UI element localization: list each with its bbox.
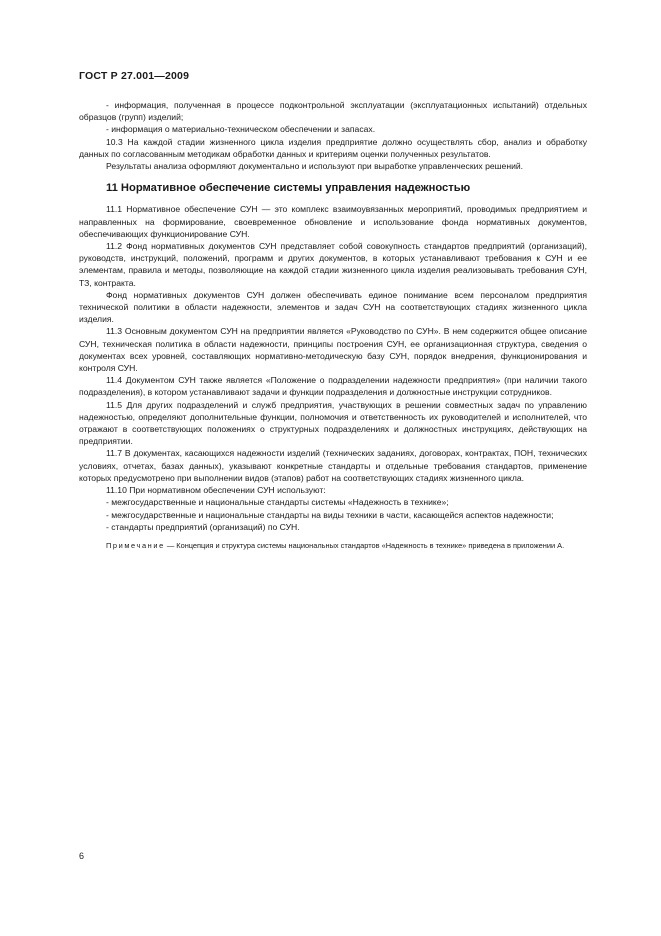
note-label: Примечание: [106, 540, 165, 550]
paragraph: 11.2 Фонд нормативных документов СУН представляет собой совокупность стандартов предприятий (организаций), руководств, инструкций, положений, программ и других документов, в которых устанавливают требования к СУН и ее элементам, правила и методы, позволяющие на каждой стадии жизненного цикла изделия реализовывать требования СУН, ТЗ, контракта.: [79, 241, 587, 288]
page-number: 6: [79, 851, 85, 861]
section-title: 11 Нормативное обеспечение системы управления надежностью: [106, 182, 471, 195]
list-item: - межгосударственные и национальные стандарты на виды техники в части, касающейся аспектов надежности;: [106, 509, 554, 520]
note-text: — Концепция и структура системы национальных стандартов «Надежность в технике» приведена в приложении А.: [166, 540, 565, 550]
paragraph: - информация, полученная в процессе подконтрольной эксплуатации (эксплуатационных испытаний) отдельных образцов (групп) изделий;: [79, 100, 587, 123]
paragraph: Фонд нормативных документов СУН должен обеспечивать единое понимание всем персоналом предприятия технической политики в области надежности, элементов и задач СУН на соответствующих стадиях жизненного цикла изделия.: [79, 289, 587, 325]
paragraph: 10.3 На каждой стадии жизненного цикла изделия предприятие должно осуществлять сбор, анализ и обработку данных по согласованным методикам обработки данных и критериям оценки полученных результатов.: [79, 136, 587, 159]
document-header: ГОСТ Р 27.001—2009: [79, 70, 190, 82]
paragraph: Результаты анализа оформляют документально и используют при выработке управленческих решений.: [106, 161, 524, 172]
paragraph: - информация о материально-техническом обеспечении и запасах.: [106, 124, 376, 135]
note: [79, 541, 587, 552]
paragraph: 11.4 Документом СУН также является «Положение о подразделении надежности предприятия» (при наличии такого подразделения), в котором устанавливают задачи и функции подразделения и должностные инструкции сотрудников.: [79, 375, 587, 398]
paragraph: 11.1 Нормативное обеспечение СУН — это комплекс взаимоувязанных мероприятий, проводимых предприятием и направленных на формирование, своевременное обновление и использование фонда нормативных документов, обеспечивающих функционирование СУН.: [79, 204, 587, 239]
paragraph: 11.5 Для других подразделений и служб предприятия, участвующих в решении совместных задач по управлению надежностью, определяют дополнительные функции, полномочия и ответственность их руководителей и исполнителей, что отражают в соответствующих положениях о структурных подразделениях и должностных инструкциях, действующих на предприятии.: [79, 399, 587, 447]
paragraph: 11.7 В документах, касающихся надежности изделий (технических заданиях, договорах, контрактах, ПОН, технических условиях, отчетах, базах данных), указывают конкретные стандарты и отдельные требования стандартов, применение которых предусмотрено при выполнении видов (этапов) работ на соответствующих стадиях жизненного цикла.: [79, 448, 587, 483]
paragraph: 11.3 Основным документом СУН на предприятии является «Руководство по СУН». В нем содержится общее описание СУН, техническая политика в области надежности, принципы построения СУН, ее организационная структура, сведения о документах всех уровней, составляющих нормативно-методическую базу СУН, порядок внедрения, функционирования и контроля СУН.: [79, 326, 587, 374]
paragraph: 11.10 При нормативном обеспечении СУН используют:: [106, 485, 326, 496]
list-item: - стандарты предприятий (организаций) по СУН.: [106, 521, 300, 532]
document-body: [79, 99, 587, 551]
list-item: - межгосударственные и национальные стандарты системы «Надежность в технике»;: [106, 497, 449, 508]
